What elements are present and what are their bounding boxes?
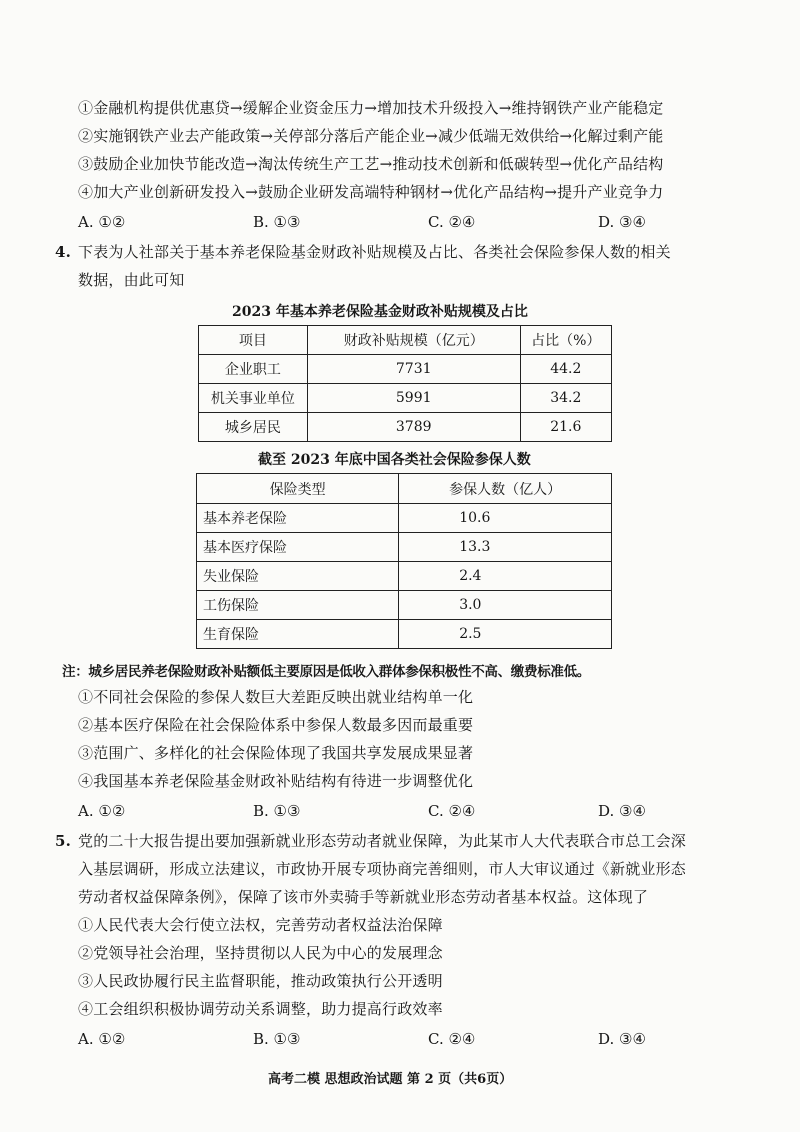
table-cell: 3.0 — [399, 591, 612, 620]
table-row — [199, 355, 612, 384]
table-cell: 企业职工 — [199, 355, 308, 384]
table2-header-row — [197, 474, 612, 504]
table1-title: 2023 年基本养老保险基金财政补贴规模及占比 — [232, 304, 528, 320]
table-cell: 3789 — [307, 413, 520, 442]
q4-stem-line1: 下表为人社部关于基本养老保险基金财政补贴规模及占比、各类社会保险参保人数的相关 — [78, 243, 671, 261]
table-note: 注：城乡居民养老保险财政补贴额低主要原因是低收入群体参保积极性不高、缴费标准低。 — [62, 664, 590, 680]
q4-choice-a: A. ①② — [78, 802, 126, 820]
q5-option-2: ②党领导社会治理，坚持贯彻以人民为中心的发展理念 — [78, 944, 443, 962]
q3-option-1: ①金融机构提供优惠贷→缓解企业资金压力→增加技术升级投入→维持钢铁产业产能稳定 — [78, 99, 664, 117]
table1-header-row — [199, 326, 612, 355]
table-cell: 34.2 — [520, 384, 611, 413]
q5-choice-a: A. ①② — [78, 1030, 126, 1048]
table2-header: 保险类型 — [197, 474, 399, 504]
q5-option-1: ①人民代表大会行使立法权，完善劳动者权益法治保障 — [78, 916, 443, 934]
table-row — [197, 562, 612, 591]
q5-option-3: ③人民政协履行民主监督职能，推动政策执行公开透明 — [78, 972, 443, 990]
q5-choice-b: B. ①③ — [253, 1030, 301, 1048]
table-row — [197, 591, 612, 620]
q5-option-4: ④工会组织积极协调劳动关系调整，助力提高行政效率 — [78, 1000, 443, 1018]
q3-option-4: ④加大产业创新研发投入→鼓励企业研发高端特种钢材→优化产品结构→提升产业竞争力 — [78, 183, 664, 201]
table1 — [198, 325, 612, 442]
page-footer: 高考二模 思想政治试题 第 2 页（共6页） — [268, 1072, 513, 1087]
q3-option-3: ③鼓励企业加快节能改造→淘汰传统生产工艺→推动技术创新和低碳转型→优化产品结构 — [78, 155, 664, 173]
table-row — [197, 620, 612, 649]
table-row — [199, 384, 612, 413]
q5-choice-d: D. ③④ — [598, 1030, 646, 1048]
table2-header: 参保人数（亿人） — [399, 474, 612, 504]
q5-stem-line3: 劳动者权益保障条例》，保障了该市外卖骑手等新就业形态劳动者基本权益。这体现了 — [78, 888, 649, 906]
q5-stem-line1: 党的二十大报告提出要加强新就业形态劳动者就业保障，为此某市人大代表联合市总工会深 — [78, 832, 687, 850]
table1-header: 财政补贴规模（亿元） — [307, 326, 520, 355]
table1-header: 占比（%） — [520, 326, 611, 355]
q4-choice-c: C. ②④ — [428, 802, 476, 820]
q3-choice-c: C. ②④ — [428, 213, 476, 231]
table-cell: 10.6 — [399, 504, 612, 533]
table-cell: 失业保险 — [197, 562, 399, 591]
table-cell: 基本养老保险 — [197, 504, 399, 533]
table-row — [197, 533, 612, 562]
table1-header: 项目 — [199, 326, 308, 355]
q4-number: 4. — [55, 243, 72, 261]
q5-number: 5. — [55, 832, 72, 850]
table-cell: 城乡居民 — [199, 413, 308, 442]
table-cell: 21.6 — [520, 413, 611, 442]
table-row — [199, 413, 612, 442]
q3-choice-d: D. ③④ — [598, 213, 646, 231]
q4-option-2: ②基本医疗保险在社会保险体系中参保人数最多因而最重要 — [78, 716, 474, 734]
table-row — [197, 504, 612, 533]
table-cell: 2.4 — [399, 562, 612, 591]
q5-choice-c: C. ②④ — [428, 1030, 476, 1048]
table2-title: 截至 2023 年底中国各类社会保险参保人数 — [258, 452, 531, 468]
table-cell: 机关事业单位 — [199, 384, 308, 413]
q4-stem-line2: 数据，由此可知 — [78, 271, 185, 289]
table2 — [196, 473, 612, 649]
q4-option-1: ①不同社会保险的参保人数巨大差距反映出就业结构单一化 — [78, 688, 474, 706]
table-cell: 5991 — [307, 384, 520, 413]
table-cell: 44.2 — [520, 355, 611, 384]
table-cell: 生育保险 — [197, 620, 399, 649]
q4-option-4: ④我国基本养老保险基金财政补贴结构有待进一步调整优化 — [78, 772, 474, 790]
q4-choice-b: B. ①③ — [253, 802, 301, 820]
table-cell: 基本医疗保险 — [197, 533, 399, 562]
q3-choice-b: B. ①③ — [253, 213, 301, 231]
q3-option-2: ②实施钢铁产业去产能政策→关停部分落后产能企业→减少低端无效供给→化解过剩产能 — [78, 127, 664, 145]
table-cell: 7731 — [307, 355, 520, 384]
table-cell: 2.5 — [399, 620, 612, 649]
table-cell: 13.3 — [399, 533, 612, 562]
table-cell: 工伤保险 — [197, 591, 399, 620]
q4-choice-d: D. ③④ — [598, 802, 646, 820]
q5-stem-line2: 入基层调研，形成立法建议，市政协开展专项协商完善细则，市人大审议通过《新就业形态 — [78, 860, 687, 878]
q3-choice-a: A. ①② — [78, 213, 126, 231]
q4-option-3: ③范围广、多样化的社会保险体现了我国共享发展成果显著 — [78, 744, 474, 762]
